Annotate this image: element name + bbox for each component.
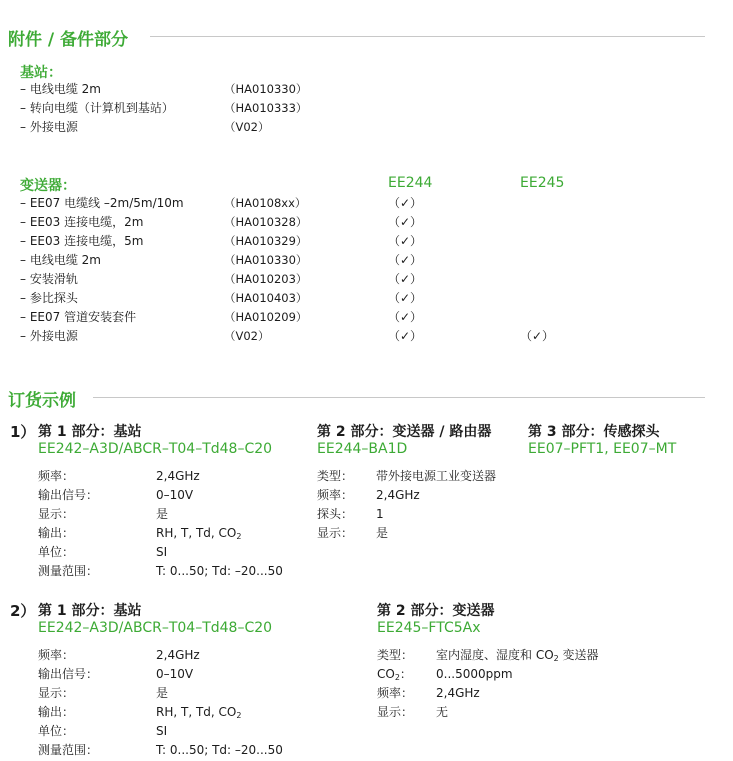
accessory-item-code: （HA010209） bbox=[224, 310, 308, 324]
accessory-item-code: （HA010333） bbox=[224, 101, 308, 115]
spec-value: 是 bbox=[156, 686, 169, 700]
accessory-item-code: （HA010328） bbox=[224, 215, 308, 229]
ex1-part1-code: EE242–A3D/ABCR–T04–Td48–C20 bbox=[38, 441, 273, 457]
ee244-compat-mark: （✓） bbox=[388, 272, 423, 286]
ex2-part2-title: 第 2 部分：变送器 bbox=[377, 603, 495, 619]
ex2-part1-code: EE242–A3D/ABCR–T04–Td48–C20 bbox=[38, 620, 273, 636]
spec-value: SI bbox=[156, 724, 168, 738]
ee244-compat-mark: （✓） bbox=[388, 234, 423, 248]
spec-key: 输出： bbox=[38, 526, 75, 540]
ex1-part2-title: 第 2 部分：变送器 / 路由器 bbox=[317, 424, 492, 440]
spec-value: 0...5000ppm bbox=[436, 667, 513, 681]
ee244-compat-mark: （✓） bbox=[388, 253, 423, 267]
spec-key: 显示： bbox=[317, 526, 354, 540]
spec-key: 探头： bbox=[317, 507, 354, 521]
accessory-item-code: （HA010330） bbox=[224, 253, 308, 267]
spec-key: 频率： bbox=[38, 469, 75, 483]
accessory-item-code: （HA010403） bbox=[224, 291, 308, 305]
ee244-compat-mark: （✓） bbox=[388, 329, 423, 343]
spec-value: 0–10V bbox=[156, 667, 194, 681]
ex1-part2-code: EE244–BA1D bbox=[317, 441, 408, 457]
ee244-compat-mark: （✓） bbox=[388, 291, 423, 305]
accessory-item-label: – 安装滑轨 bbox=[20, 272, 78, 286]
spec-key: 输出信号： bbox=[38, 488, 99, 502]
column-header-ee245: EE245 bbox=[520, 175, 565, 191]
accessory-item-label: – 外接电源 bbox=[20, 329, 78, 343]
spec-key: 单位： bbox=[38, 724, 75, 738]
accessory-item-label: – EE03 连接电缆，5m bbox=[20, 234, 144, 248]
accessory-item-code: （HA010329） bbox=[224, 234, 308, 248]
accessory-item-label: – 外接电源 bbox=[20, 120, 78, 134]
spec-value: 2,4GHz bbox=[156, 648, 200, 662]
spec-key: 类型： bbox=[377, 648, 414, 662]
ex1-part3-code: EE07–PFT1, EE07–MT bbox=[528, 441, 677, 457]
spec-value: 室内湿度、湿度和 $CO_2$ 变送器 bbox=[436, 648, 599, 663]
accessory-item-label: – 电线电缆 2m bbox=[20, 253, 101, 267]
accessory-item-label: – 电线电缆 2m bbox=[20, 82, 101, 96]
spec-key: 显示： bbox=[377, 705, 414, 719]
spec-value: 0–10V bbox=[156, 488, 194, 502]
spec-key: 输出信号： bbox=[38, 667, 99, 681]
spec-value: 带外接电源工业变送器 bbox=[376, 469, 497, 483]
accessory-item-label: – 转向电缆（计算机到基站） bbox=[20, 101, 174, 115]
spec-value: 2,4GHz bbox=[436, 686, 480, 700]
accessory-item-code: （HA010203） bbox=[224, 272, 308, 286]
ex2-part2-code: EE245–FTC5Ax bbox=[377, 620, 481, 636]
spec-key: 频率： bbox=[38, 648, 75, 662]
accessory-item-code: （V02） bbox=[224, 120, 270, 134]
ordering-title: 订货示例 bbox=[8, 391, 76, 411]
column-header-ee244: EE244 bbox=[388, 175, 433, 191]
accessory-item-label: – 参比探头 bbox=[20, 291, 78, 305]
spec-value: 无 bbox=[436, 705, 449, 719]
spec-key: 测量范围： bbox=[38, 564, 99, 578]
section-divider bbox=[150, 36, 705, 37]
ee244-compat-mark: （✓） bbox=[388, 215, 423, 229]
spec-key: 输出： bbox=[38, 705, 75, 719]
ee244-compat-mark: （✓） bbox=[388, 196, 423, 210]
section-divider bbox=[93, 397, 705, 398]
spec-value: 1 bbox=[376, 507, 384, 521]
spec-value: RH, T, Td, $CO_2$ bbox=[156, 705, 242, 720]
accessory-item-code: （V02） bbox=[224, 329, 270, 343]
accessory-item-code: （HA0108xx） bbox=[224, 196, 307, 210]
ex1-part3-title: 第 3 部分：传感探头 bbox=[528, 424, 660, 440]
transmitter-heading: 变送器： bbox=[20, 178, 76, 194]
ee245-compat-mark: （✓） bbox=[520, 329, 555, 343]
spec-key: 类型： bbox=[317, 469, 354, 483]
spec-value: 是 bbox=[376, 526, 389, 540]
spec-value: T: 0...50; Td: –20...50 bbox=[156, 743, 283, 757]
accessory-item-code: （HA010330） bbox=[224, 82, 308, 96]
spec-key: 频率： bbox=[377, 686, 414, 700]
spec-value: 2,4GHz bbox=[156, 469, 200, 483]
accessory-item-label: – EE07 电缆线 –2m/5m/10m bbox=[20, 196, 184, 210]
accessory-item-label: – EE07 管道安装套件 bbox=[20, 310, 137, 324]
base-heading: 基站： bbox=[20, 65, 62, 81]
spec-key: $CO_2$： bbox=[377, 667, 412, 682]
spec-value: RH, T, Td, $CO_2$ bbox=[156, 526, 242, 541]
spec-key: 显示： bbox=[38, 686, 75, 700]
ex1-part1-title: 第 1 部分：基站 bbox=[38, 424, 142, 440]
spec-key: 单位： bbox=[38, 545, 75, 559]
ex2-part1-title: 第 1 部分：基站 bbox=[38, 603, 142, 619]
spec-key: 频率： bbox=[317, 488, 354, 502]
example-number: 2） bbox=[10, 602, 36, 620]
accessory-item-label: – EE03 连接电缆，2m bbox=[20, 215, 144, 229]
spec-value: T: 0...50; Td: –20...50 bbox=[156, 564, 283, 578]
ee244-compat-mark: （✓） bbox=[388, 310, 423, 324]
spec-value: 2,4GHz bbox=[376, 488, 420, 502]
accessories-title: 附件 / 备件部分 bbox=[8, 30, 129, 50]
spec-value: 是 bbox=[156, 507, 169, 521]
spec-key: 显示： bbox=[38, 507, 75, 521]
spec-key: 测量范围： bbox=[38, 743, 99, 757]
example-number: 1） bbox=[10, 423, 36, 441]
spec-value: SI bbox=[156, 545, 168, 559]
